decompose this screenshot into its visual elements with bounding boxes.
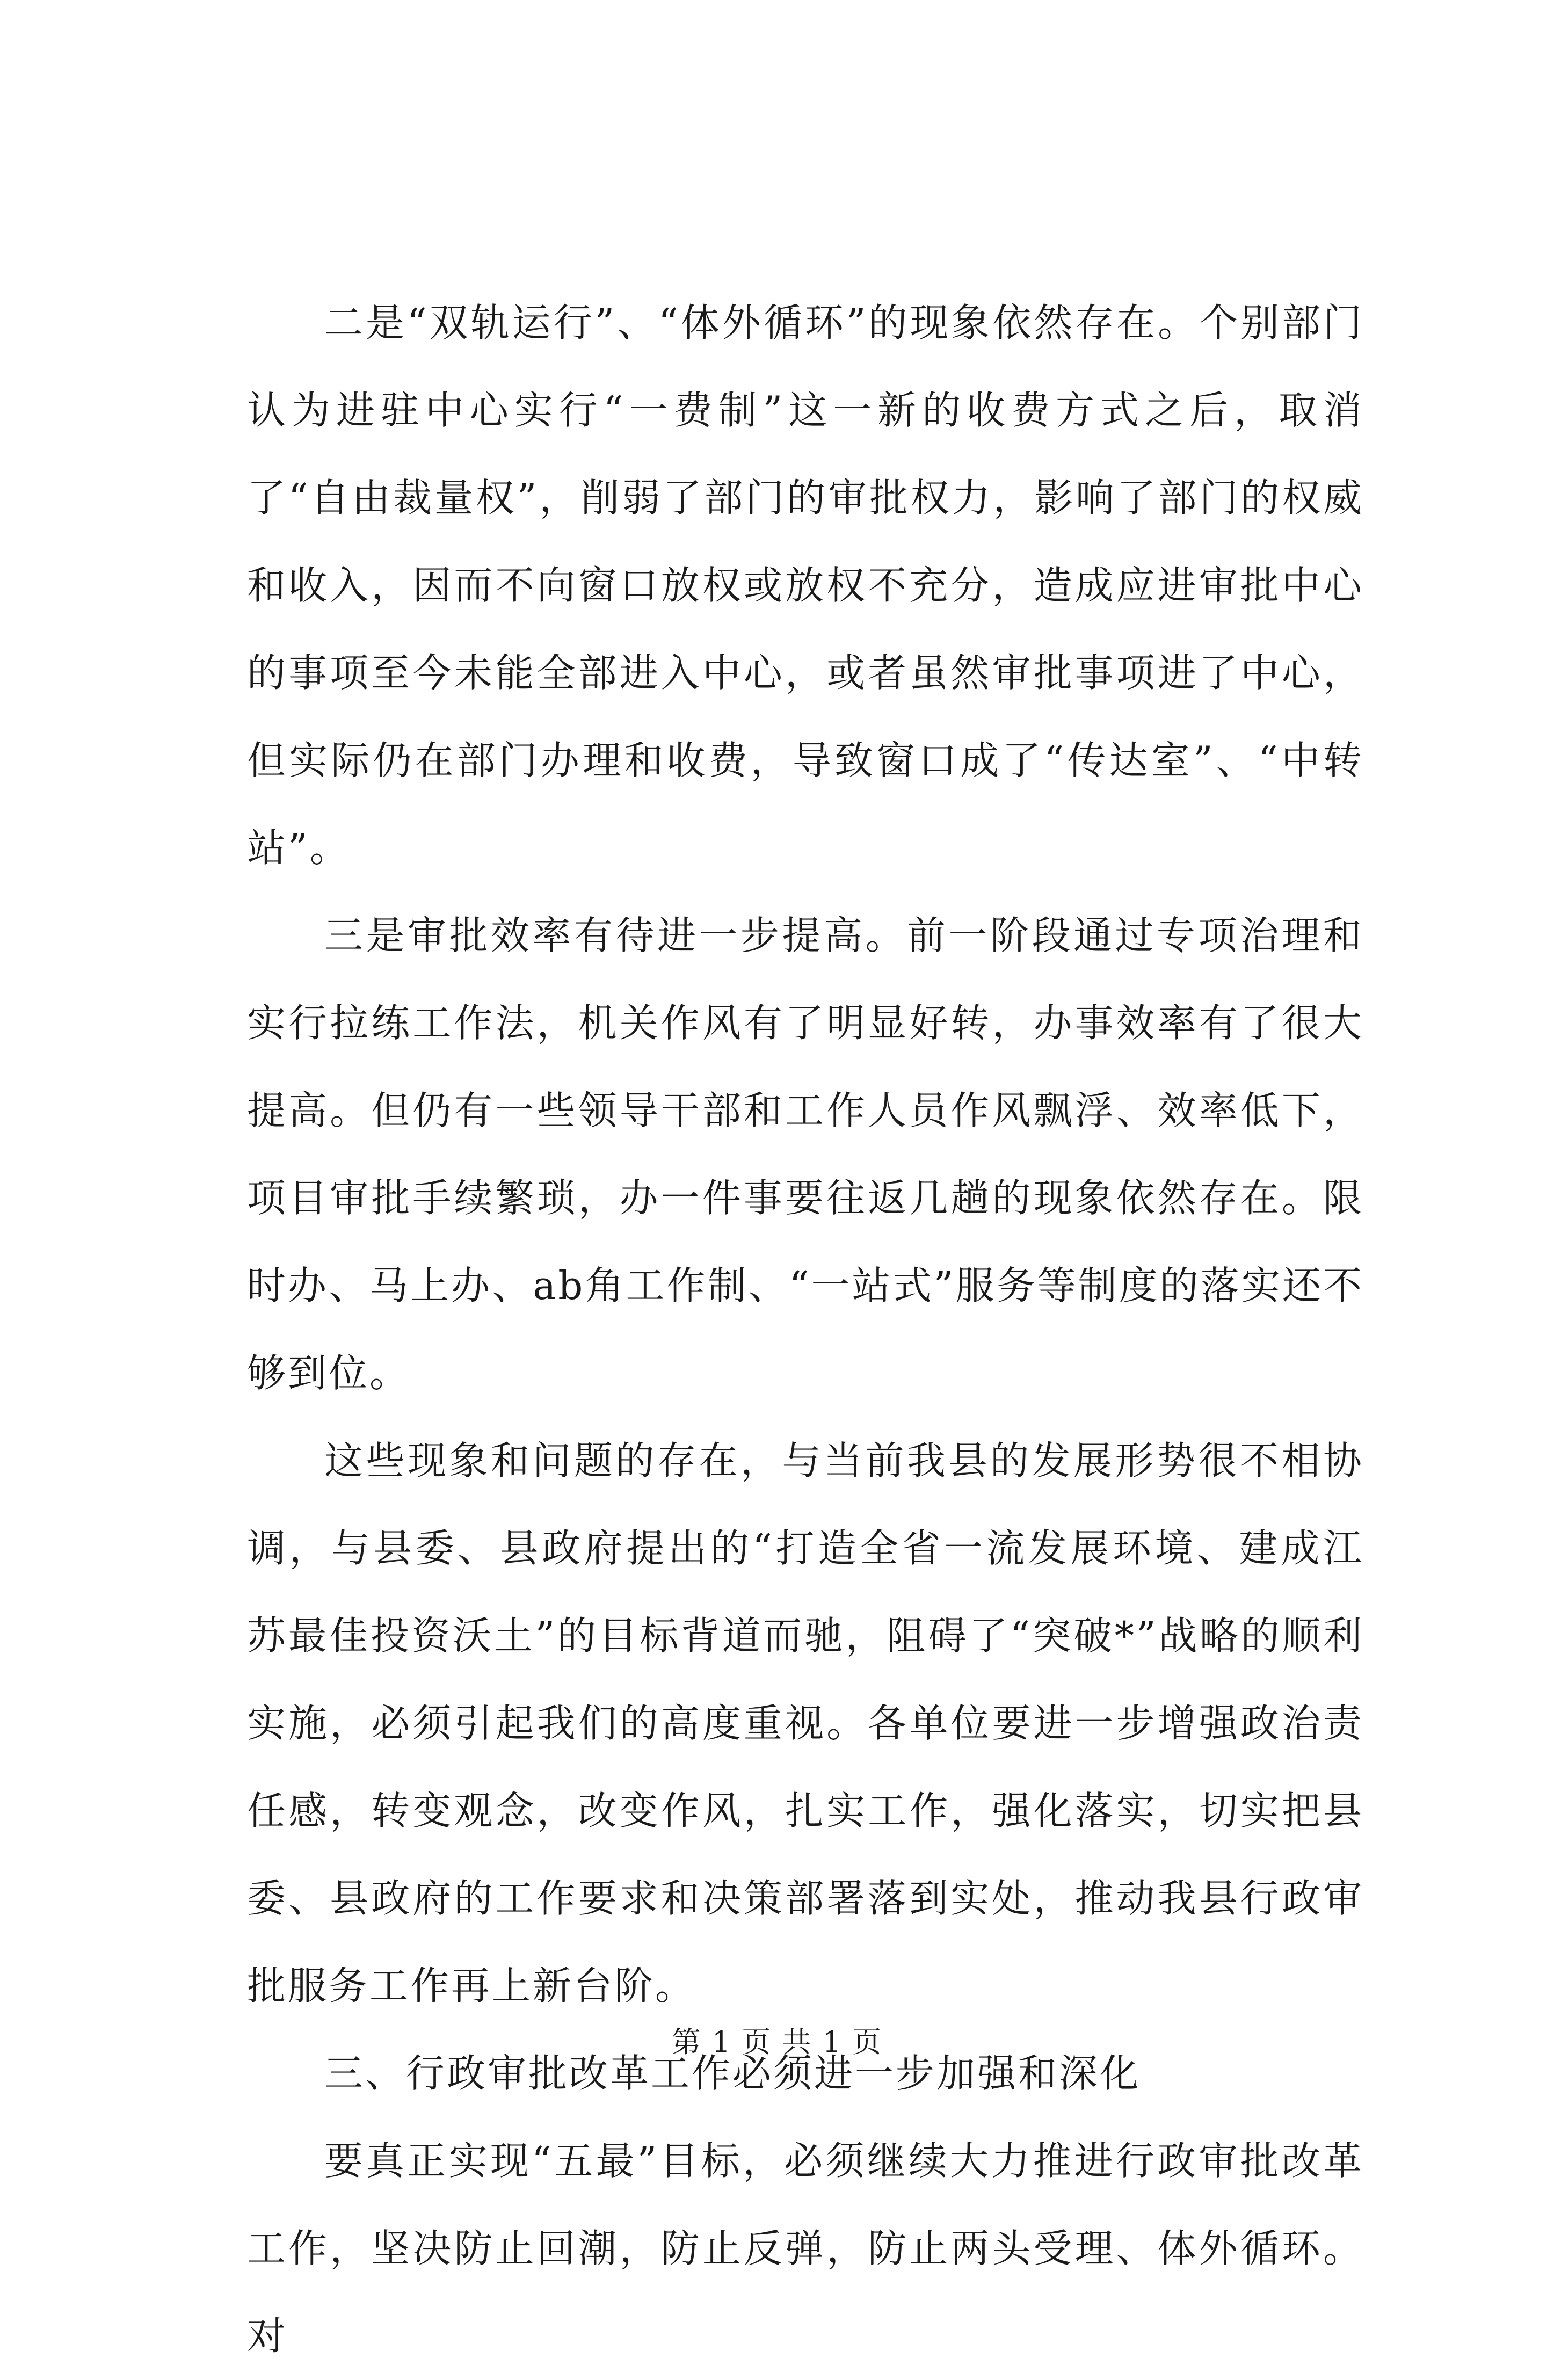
paragraph-dual-track-issue: 二是“双轨运行”、“体外循环”的现象依然存在。个别部门认为进驻中心实行“一费制”这一新的收费方式之后，取消了“自由裁量权”，削弱了部门的审批权力，影响了部门的权威和收入，因而不向窗口放权或放权不充分，造成应进审批中心的事项至今未能全部进入中心，或者虽然审批事项进了中心，但实际仍在部门办理和收费，导致窗口成了“传达室”、“中转站”。 [247,300,1364,870]
section-heading-reform: 三、行政审批改革工作必须进一步加强和深化 [324,2051,1141,2096]
paragraph-problems-summary: 这些现象和问题的存在，与当前我县的发展形势很不相协调，与县委、县政府提出的“打造全省一流发展环境、建成江苏最佳投资沃土”的目标背道而驰，阻碍了“突破*”战略的顺利实施，必须引起我们的高度重视。各单位要进一步增强政治责任感，转变观念，改变作风，扎实工作，强化落实，切实把县委、县政府的工作要求和决策部署落到实处，推动我县行政审批服务工作再上新台阶。 [247,1438,1364,2008]
document-body [247,279,1364,2380]
paragraph-five-best-goal: 要真正实现“五最”目标，必须继续大力推进行政审批改革工作，坚决防止回潮，防止反弹，防止两头受理、体外循环。对 [247,2138,1364,2359]
page-footer: 第 1 页 共 1 页 [671,2025,883,2059]
paragraph-approval-efficiency: 三是审批效率有待进一步提高。前一阶段通过专项治理和实行拉练工作法，机关作风有了明显好转，办事效率有了很大提高。但仍有一些领导干部和工作人员作风飘浮、效率低下，项目审批手续繁琐，办一件事要往返几趟的现象依然存在。限时办、马上办、ab角工作制、“一站式”服务等制度的落实还不够到位。 [247,913,1364,1396]
